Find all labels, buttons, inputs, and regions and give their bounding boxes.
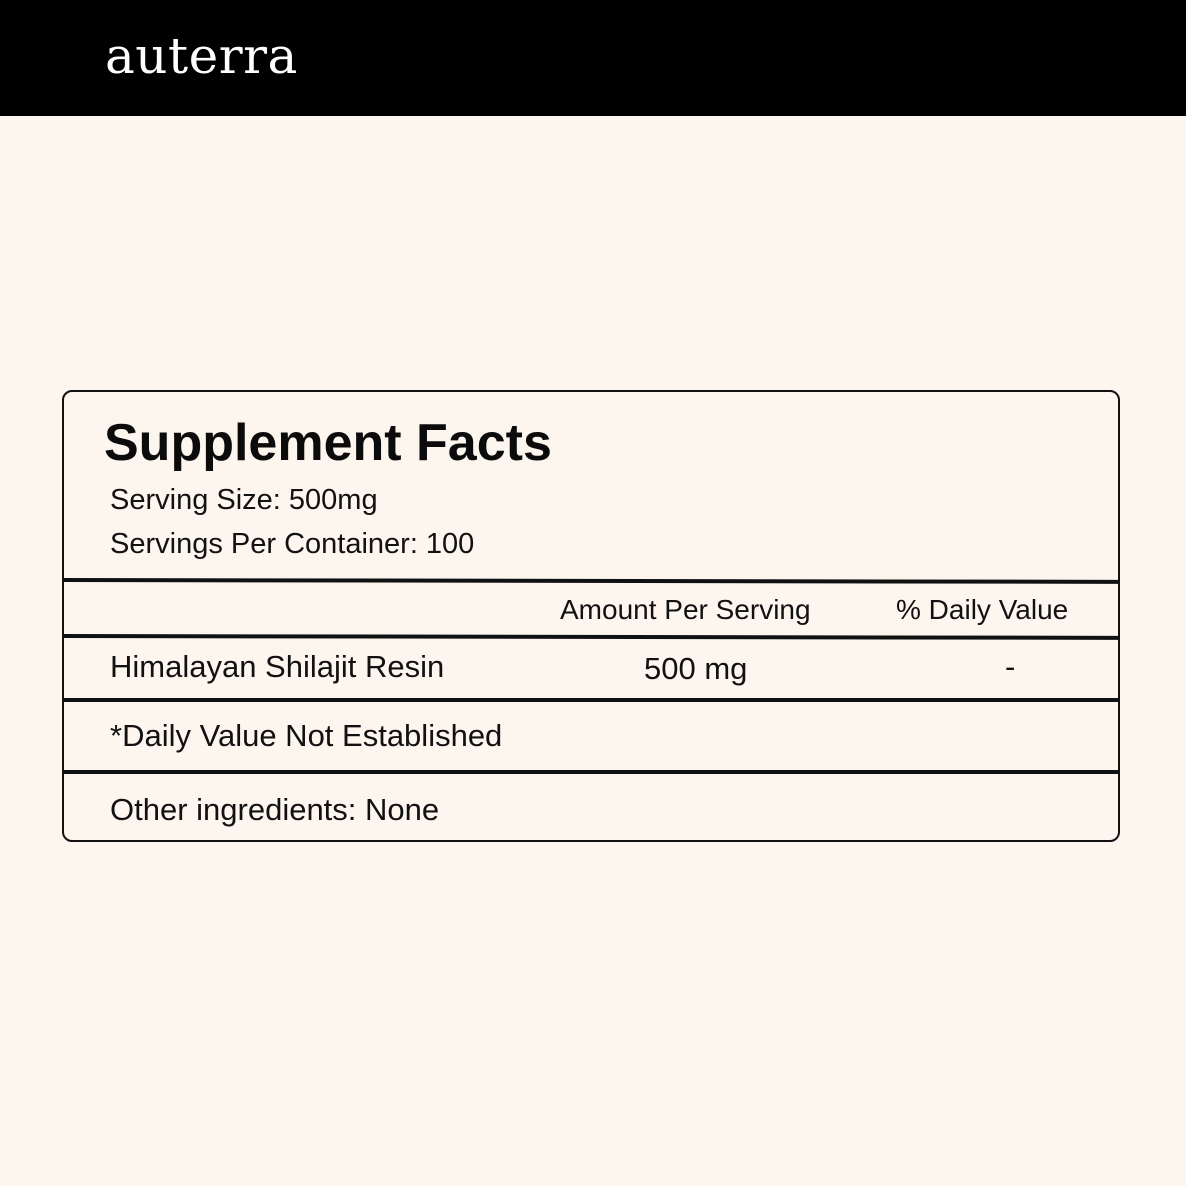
divider [64, 698, 1120, 702]
servings-per-container: Servings Per Container: 100 [110, 528, 475, 560]
facts-title: Supplement Facts [104, 414, 552, 472]
top-bar [0, 0, 1186, 116]
divider [64, 634, 1120, 640]
supplement-facts-panel [62, 390, 1120, 842]
ingredient-name: Himalayan Shilajit Resin [110, 649, 445, 684]
divider [64, 578, 1120, 584]
ingredient-daily-value: - [1005, 649, 1016, 684]
serving-size: Serving Size: 500mg [110, 484, 378, 516]
divider [64, 770, 1120, 774]
other-ingredients: Other ingredients: None [110, 792, 440, 827]
column-header-daily-value: % Daily Value [896, 594, 1069, 625]
daily-value-footnote: *Daily Value Not Established [110, 718, 503, 753]
ingredient-amount: 500 mg [644, 651, 748, 686]
brand-logo: auterra [105, 27, 298, 85]
column-header-amount: Amount Per Serving [560, 594, 811, 625]
